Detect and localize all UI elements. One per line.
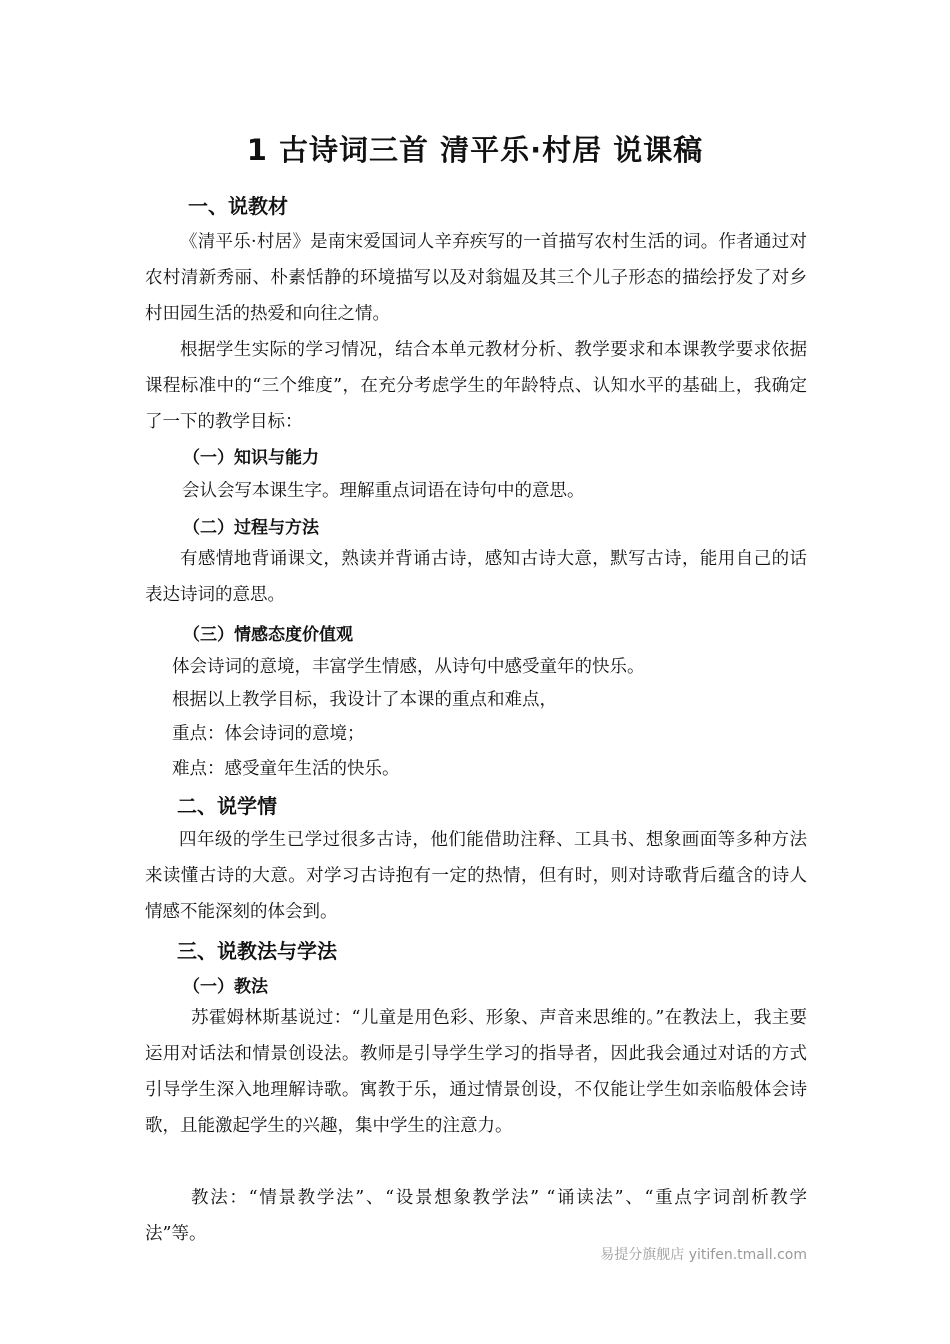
text-key-point: 重点：体会诗词的意境； [172,724,365,744]
paragraph-teaching-goals: 根据学生实际的学习情况，结合本单元教材分析、教学要求和本课教学要求依据课程标准中的“三个维度”，在充分考虑学生的年龄特点、认知水平的基础上，我确定了一下的教学目标： [145,340,807,432]
paragraph-process: 有感情地背诵课文，熟读并背诵古诗，感知古诗大意，默写古诗，能用自己的话表达诗词的意思。 [145,549,807,605]
subheading-emotion: （三）情感态度价值观 [183,625,353,645]
footer-watermark: 易提分旗舰店 yitifen.tmall.com [600,1247,807,1263]
subheading-process: （二）过程与方法 [183,518,319,538]
paragraph-students: 四年级的学生已学过很多古诗，他们能借助注释、工具书、想象画面等多种方法来读懂古诗的大意。对学习古诗抱有一定的热情，但有时，则对诗歌背后蕴含的诗人情感不能深刻的体会到。 [145,830,807,922]
section-heading-textbook: 一、说教材 [188,194,288,218]
text-difficult-point: 难点：感受童年生活的快乐。 [172,759,400,779]
paragraph-teaching-method: 苏霍姆林斯基说过：“儿童是用色彩、形象、声音来思维的。”在教法上，我主要运用对话法和情景创设法。教师是引导学生学习的指导者，因此我会通过对话的方式引导学生深入地理解诗歌。寓教于乐，通过情景创设，不仅能让学生如亲临般体会诗歌，且能激起学生的兴趣，集中学生的注意力。 [145,1008,807,1136]
section-heading-students: 二、说学情 [177,794,277,818]
text-knowledge: 会认会写本课生字。理解重点词语在诗句中的意思。 [182,481,585,501]
text-key-difficult-intro: 根据以上教学目标，我设计了本课的重点和难点， [172,690,557,710]
subheading-knowledge: （一）知识与能力 [183,448,319,468]
section-heading-methods: 三、说教法与学法 [177,939,337,963]
subheading-teaching-method: （一）教法 [183,977,268,997]
paragraph-textbook-intro: 《清平乐·村居》是南宋爱国词人辛弃疾写的一首描写农村生活的词。作者通过对农村清新秀丽、朴素恬静的环境描写以及对翁媪及其三个儿子形态的描绘抒发了对乡村田园生活的热爱和向往之情。 [145,232,807,324]
paragraph-method-list: 教法：“情景教学法”、“设景想象教学法” “诵读法”、“重点字词剖析教学法”等。 [145,1188,807,1244]
page-title: 1 古诗词三首 清平乐·村居 说课稿 [246,133,704,167]
text-emotion: 体会诗词的意境，丰富学生情感，从诗句中感受童年的快乐。 [172,657,645,677]
